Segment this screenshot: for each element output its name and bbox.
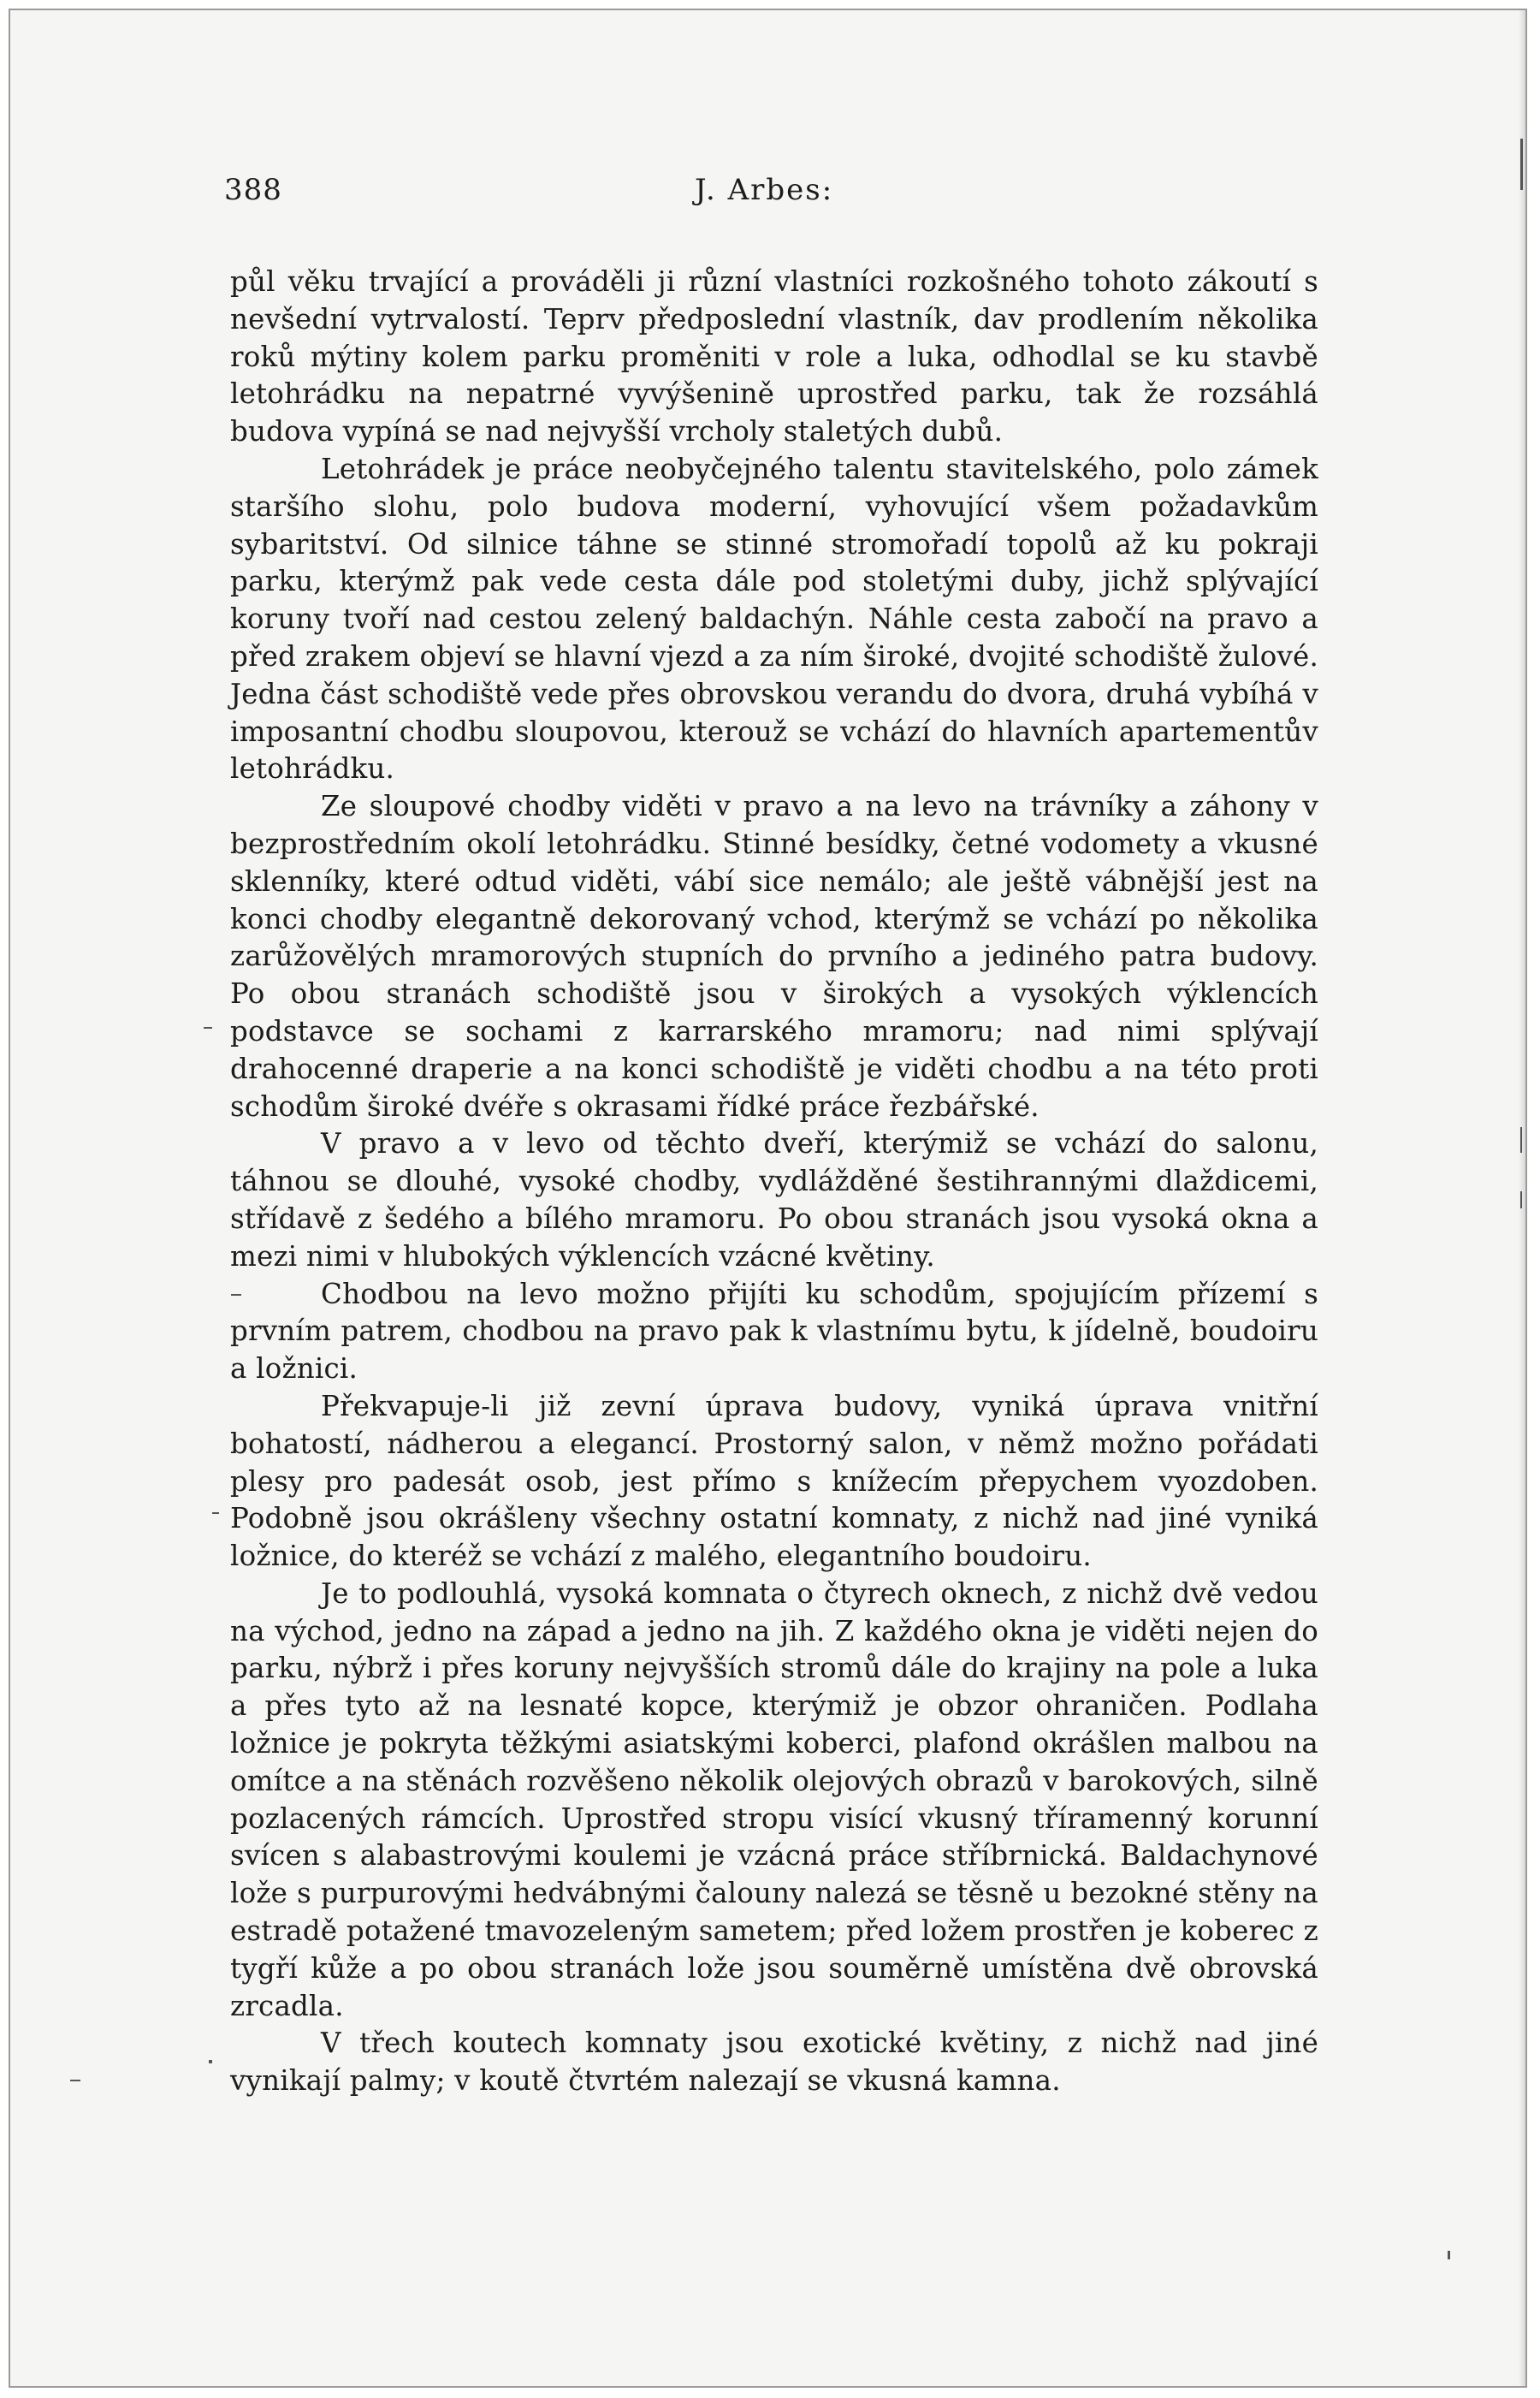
margin-mark bbox=[204, 1027, 212, 1029]
page-header bbox=[216, 173, 1328, 224]
paragraph-4: V pravo a v levo od těchto dveří, kterýmiž se vchází do salonu, táhnou se dlouhé, vysoké chodby, vydlážděné šestihrannými dlaždicemi, střídavě z šedého a bílého mramoru. Po obou stranách jsou vysoká okna a mezi nimi v hlubokých výklencích vzácné květiny. bbox=[230, 1127, 1318, 1273]
paragraph-6: Překvapuje-li již zevní úprava budovy, vyniká úprava vnitřní bohatostí, nádherou a elegancí. Prostorný salon, v němž možno pořádati plesy pro padesát osob, jest přímo s knížecím přepychem vyozdoben. Podobně jsou okrášleny všechny ostatní komnaty, z nichž nad jiné vyniká ložnice, do kteréž se vchází z malého, elegantního boudoiru. bbox=[230, 1389, 1318, 1573]
book-page bbox=[9, 9, 1527, 2388]
paragraph-2: Letohrádek je práce neobyčejného talentu stavitelského, polo zámek staršího slohu, polo budova moderní, vyhovující všem požadavkům sybaritství. Od silnice táhne se stinné stromořadí topolů až ku pokraji parku, kterýmž pak vede cesta dále pod stoletými duby, jichž splývající koruny tvoří nad cestou zelený baldachýn. Náhle cesta zabočí na pravo a před zrakem objeví se hlavní vjezd a za ním široké, dvojité schodiště žulové. Jedna část schodiště vede přes obrovskou verandu do dvora, druhá vybíhá v imposantní chodbu sloupovou, kterouž se vchází do hlavních apartementův letohrádku. bbox=[230, 452, 1318, 786]
paragraph-3: Ze sloupové chodby viděti v pravo a na levo na trávníky a záhony v bezprostředním okolí letohrádku. Stinné besídky, četné vodomety a vkusné sklenníky, které odtud viděti, vábí sice nemálo; ale ještě vábnější jest na konci chodby elegantně dekorovaný vchod, kterýmž se vchází po několika zarůžovělých mramorových stupních do prvního a jediného patra budovy. Po obou stranách schodiště jsou v širokých a vysokých výklencích podstavce se sochami z karrarského mramoru; nad nimi splývají drahocenné draperie a na konci schodiště je viděti chodbu a na této proti schodům široké dvéře s okrasami řídké práce řezbářské. bbox=[230, 790, 1318, 1123]
paragraph-1: půl věku trvající a prováděli ji různí vlastníci rozkošného tohoto zákoutí s nevšední vytrvalostí. Teprv předposlední vlastník, dav prodlením několika roků mýtiny kolem parku proměniti v role a luka, odhodlal se ku stavbě letohrádku na nepatrné vyvýšenině uprostřed parku, tak že rozsáhlá budova vypíná se nad nejvyšší vrcholy staletých dubů. bbox=[230, 265, 1318, 448]
margin-mark bbox=[1520, 139, 1523, 190]
running-head: J. Arbes: bbox=[695, 173, 834, 207]
margin-mark bbox=[212, 1512, 219, 1514]
margin-mark bbox=[1520, 1191, 1522, 1208]
margin-mark bbox=[209, 2060, 212, 2063]
paragraph-7: Je to podlouhlá, vysoká komnata o čtyrech oknech, z nichž dvě vedou na východ, jedno na západ a jedno na jih. Z každého okna je viděti nejen do parku, nýbrž i přes koruny nejvyšších stromů dále do krajiny na pole a luka a přes tyto až na lesnaté kopce, kterýmiž je obzor ohraničen. Podlaha ložnice je pokryta těžkými asiatskými koberci, plafond okrášlen malbou na omítce a na stěnách rozvěšeno několik olejových obrazů v barokových, silně pozlacených rámcích. Uprostřed stropu visící vkusný tříramenný korunní svícen s alabastrovými koulemi je vzácná práce stříbrnická. Baldachynové lože s purpurovými hedvábnými čalouny nalezá se těsně u bezokné stěny na estradě potažené tmavozeleným sametem; před ložem prostřen je koberec z tygří kůže a po obou stranách lože jsou souměrně umístěna dvě obrovská zrcadla. bbox=[230, 1576, 1318, 2022]
body-text bbox=[230, 264, 1318, 2100]
margin-mark bbox=[1520, 1127, 1522, 1153]
margin-mark bbox=[70, 2080, 80, 2081]
paragraph-8: V třech koutech komnaty jsou exotické květiny, z nichž nad jiné vynikají palmy; v koutě čtvrtém nalezají se vkusná kamna. bbox=[230, 2027, 1318, 2098]
margin-mark bbox=[1448, 2251, 1450, 2259]
paragraph-5: Chodbou na levo možno přijíti ku schodům, spojujícím přízemí s prvním patrem, chodbou na pravo pak k vlastnímu bytu, k jídelně, boudoiru a ložnici. bbox=[230, 1277, 1318, 1386]
page-number: 388 bbox=[224, 173, 282, 207]
margin-mark bbox=[231, 1294, 241, 1296]
